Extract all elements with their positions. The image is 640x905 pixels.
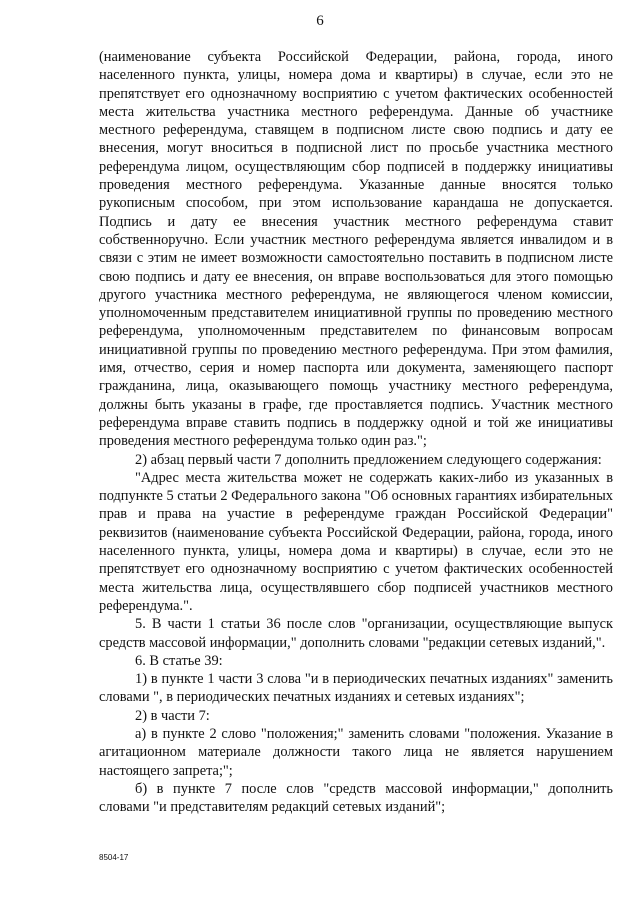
document-body [99, 48, 613, 816]
paragraph-continuation: (наименование субъекта Российской Федерации, района, города, иного населенного пункта, улицы, номера дома и квартиры) в случае, если это не препятствует его однозначному восприятию с учетом фактических особенностей места жительства участника местного референдума. Данные об участнике местного референдума, ставящем в подписном листе свою подпись и дату ее внесения, могут вноситься в подписной лист по просьбе участника местного референдума лицом, осуществляющим сбор подписей в поддержку инициативы проведения местного референдума. Указанные данные вносятся только рукописным способом, при этом использование карандаша не допускается. Подпись и дату ее внесения участник местного референдума ставит собственноручно. Если участник местного референдума является инвалидом и в связи с этим не имеет возможности самостоятельно поставить в подписном листе свою подпись и дату ее внесения, он вправе воспользоваться для этого помощью другого участника местного референдума, не являющегося членом комиссии, уполномоченным представителем инициативной группы по проведению местного референдума, уполномоченным представителем по финансовым вопросам инициативной группы по проведению местного референдума. При этом фамилия, имя, отчество, серия и номер паспорта или документа, заменяющего паспорт гражданина, лица, оказывающего помощь участнику местного референдума, должны быть указаны в графе, где проставляется подпись. Участник местного референдума вправе ставить подпись в поддержку одной и той же инициативы проведения местного референдума только один раз."; [99, 49, 613, 450]
paragraph-subitem-b: б) в пункте 7 после слов "средств массовой информации," дополнить словами "и представителям редакций сетевых изданий"; [99, 780, 613, 816]
document-code: 8504-17 [99, 853, 129, 862]
paragraph-point-5: 5. В части 1 статьи 36 после слов "организации, осуществляющие выпуск средств массовой информации," дополнить словами "редакции сетевых изданий,". [99, 616, 613, 651]
paragraph-subitem-a: а) в пункте 2 слово "положения;" заменить словами "положения. Указание в агитационном материале должности такого лица не является нарушением настоящего запрета;"; [99, 725, 613, 779]
paragraph-quoted-amendment: "Адрес места жительства может не содержать каких-либо из указанных в подпункте 5 статьи 2 Федерального закона "Об основных гарантиях избирательных прав и права на участие в референдуме граждан Российской Федерации" реквизитов (наименование субъекта Российской Федерации, района, города, иного населенного пункта, улицы, номера дома и квартиры) в случае, если это не препятствует его однозначному восприятию с учетом фактических особенностей места жительства лица, осуществлявшего сбор подписей участников местного референдума.". [99, 469, 613, 614]
page-number: 6 [316, 13, 324, 29]
paragraph-point-6-item-1: 1) в пункте 1 части 3 слова "и в периодических печатных изданиях" заменить словами ", в периодических печатных изданиях и сетевых изданиях"; [99, 671, 613, 706]
paragraph-point-6-item-2: 2) в части 7: [135, 707, 210, 724]
paragraph-item-2: 2) абзац первый части 7 дополнить предложением следующего содержания: [135, 451, 602, 468]
paragraph-point-6: 6. В статье 39: [135, 652, 223, 669]
